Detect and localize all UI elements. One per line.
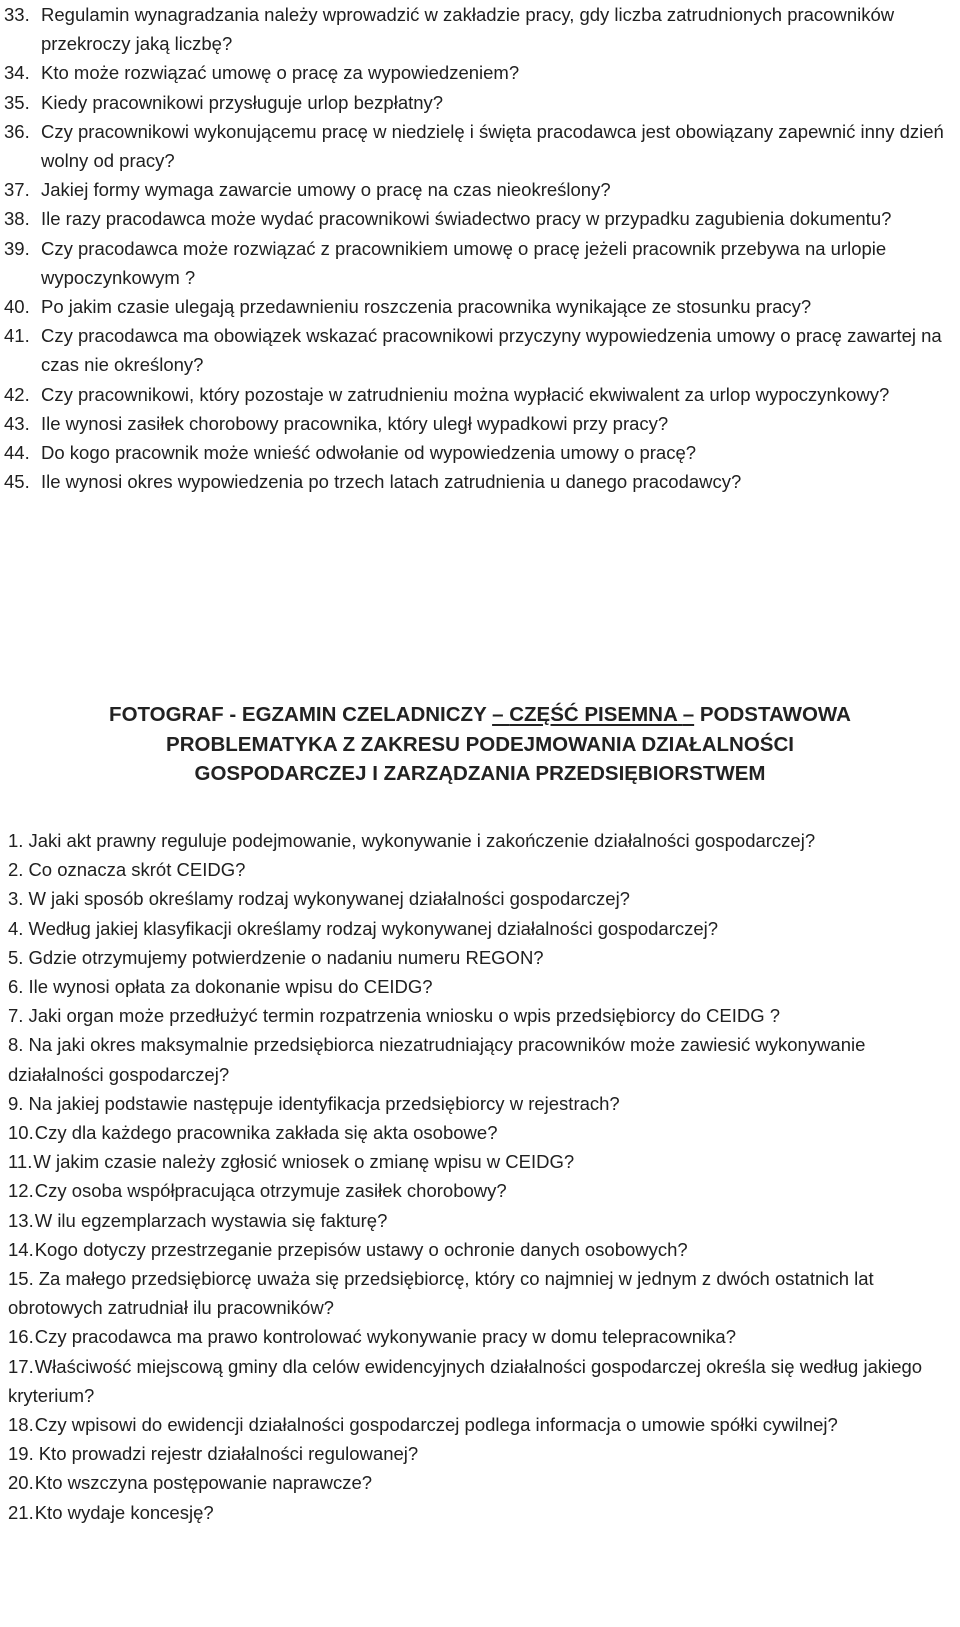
item-number: 6. [8, 976, 24, 998]
item-number: 9. [8, 1092, 24, 1114]
item-text: Na jaki okres maksymalnie przedsiębiorca niezatrudniający pracowników może zawiesić wykonywanie działalności gospodarczej? [8, 1034, 866, 1085]
item-number: 21. [8, 1501, 34, 1523]
labor-law-question-list [0, 0, 960, 496]
list-item [0, 438, 960, 467]
item-number: 36. [4, 120, 30, 142]
item-text: Ile wynosi zasiłek chorobowy pracownika, który uległ wypadkowi przy pracy? [41, 412, 669, 434]
item-number: 7. [8, 1005, 24, 1027]
heading-line-2: PROBLEMATYKA Z ZAKRESU PODEJMOWANIA DZIAŁALNOŚCI [166, 732, 794, 756]
item-number: 20. [8, 1472, 34, 1494]
item-text: Ile razy pracodawca może wydać pracownikowi świadectwo pracy w przypadku zagubienia dokumentu? [41, 208, 892, 230]
item-number: 4. [8, 917, 24, 939]
item-number: 37. [4, 179, 30, 201]
heading-underlined-segment: – CZĘŚĆ PISEMNA – [492, 703, 695, 726]
list-item [0, 855, 960, 884]
item-text: Czy dla każdego pracownika zakłada się akta osobowe? [34, 1122, 498, 1144]
item-text: Czy osoba współpracująca otrzymuje zasiłek chorobowy? [34, 1180, 507, 1202]
list-item [0, 380, 960, 409]
item-number: 17. [8, 1355, 34, 1377]
list-item [0, 1410, 960, 1439]
item-text: Jakiej formy wymaga zawarcie umowy o pracę na czas nieokreślony? [41, 179, 611, 201]
item-number: 13. [8, 1209, 34, 1231]
item-text: W jaki sposób określamy rodzaj wykonywanej działalności gospodarczej? [28, 888, 630, 910]
item-number: 34. [4, 62, 30, 84]
list-item [0, 409, 960, 438]
list-item [0, 321, 960, 379]
list-item [0, 234, 960, 292]
item-text: Ile wynosi okres wypowiedzenia po trzech latach zatrudnienia u danego pracodawcy? [41, 471, 742, 493]
item-text: Kiedy pracownikowi przysługuje urlop bezpłatny? [41, 91, 444, 113]
item-number: 1. [8, 830, 24, 851]
list-item [0, 1322, 960, 1351]
list-item [0, 884, 960, 913]
section-heading [0, 700, 960, 789]
item-text: Według jakiej klasyfikacji określamy rodzaj wykonywanej działalności gospodarczej? [28, 917, 719, 939]
list-item [0, 972, 960, 1001]
list-item [0, 1089, 960, 1118]
item-number: 16. [8, 1326, 34, 1348]
item-text: Ile wynosi opłata za dokonanie wpisu do CEIDG? [28, 976, 433, 998]
list-item [0, 0, 960, 58]
list-item [0, 1468, 960, 1497]
item-number: 43. [4, 412, 30, 434]
list-item [0, 1235, 960, 1264]
list-item [0, 1176, 960, 1205]
item-text: Czy pracodawca może rozwiązać z pracownikiem umowę o pracę jeżeli pracownik przebywa na urlopie wypoczynkowym ? [41, 237, 887, 288]
item-text: Jaki organ może przedłużyć termin rozpatrzenia wniosku o wpis przedsiębiorcy do CEIDG ? [28, 1005, 781, 1027]
item-number: 41. [4, 325, 30, 347]
item-text: Kto prowadzi rejestr działalności regulowanej? [38, 1443, 419, 1465]
item-text: Kogo dotyczy przestrzeganie przepisów ustawy o ochronie danych osobowych? [34, 1238, 688, 1260]
list-item [0, 467, 960, 496]
item-number: 15. [8, 1268, 34, 1290]
item-number: 35. [4, 91, 30, 113]
item-text: Kto wydaje koncesję? [34, 1501, 214, 1523]
item-number: 3. [8, 888, 24, 910]
list-item [0, 1352, 960, 1410]
list-item [0, 1030, 960, 1088]
item-number: 14. [8, 1238, 34, 1260]
item-text: Na jakiej podstawie następuje identyfikacja przedsiębiorcy w rejestrach? [28, 1092, 620, 1114]
item-text: Kto wszczyna postępowanie naprawcze? [34, 1472, 373, 1494]
item-text: Kto może rozwiązać umowę o pracę za wypowiedzeniem? [41, 62, 520, 84]
item-number: 8. [8, 1034, 24, 1056]
heading-line-1: FOTOGRAF - EGZAMIN CZELADNICZY – CZĘŚĆ PISEMNA – PODSTAWOWA [109, 703, 851, 726]
item-number: 40. [4, 296, 30, 318]
list-item [0, 175, 960, 204]
item-text: Za małego przedsiębiorcę uważa się przedsiębiorcę, który co najmniej w jednym z dwóch ostatnich lat obrotowych zatrudniał ilu pracowników? [8, 1268, 874, 1319]
item-text: Czy pracownikowi wykonującemu pracę w niedzielę i święta pracodawca jest obowiązany zapewnić inny dzień wolny od pracy? [41, 120, 944, 172]
heading-line-3: GOSPODARCZEJ I ZARZĄDZANIA PRZEDSIĘBIORSTWEM [194, 762, 766, 785]
list-item [0, 914, 960, 943]
item-number: 44. [4, 442, 30, 464]
list-item [0, 1498, 960, 1527]
list-item [0, 58, 960, 87]
list-item [0, 943, 960, 972]
list-item [0, 1118, 960, 1147]
list-item [0, 292, 960, 321]
item-text: Regulamin wynagradzania należy wprowadzić w zakładzie pracy, gdy liczba zatrudnionych pracowników przekroczy jaką liczbę? [41, 4, 895, 55]
list-item [0, 1206, 960, 1235]
list-item [0, 1001, 960, 1030]
item-number: 5. [8, 946, 24, 968]
item-number: 2. [8, 859, 24, 881]
list-item [0, 88, 960, 117]
list-item [0, 1147, 960, 1176]
item-text: W jakim czasie należy zgłosić wniosek o zmianę wpisu w CEIDG? [33, 1151, 575, 1173]
item-text: Jaki akt prawny reguluje podejmowanie, wykonywanie i zakończenie działalności gospodarczej? [28, 830, 816, 851]
item-text: Gdzie otrzymujemy potwierdzenie o nadaniu numeru REGON? [28, 946, 544, 968]
item-text: Czy wpisowi do ewidencji działalności gospodarczej podlega informacja o umowie spółki cywilnej? [34, 1414, 838, 1436]
item-text: Czy pracodawca ma prawo kontrolować wykonywanie pracy w domu telepracownika? [34, 1326, 736, 1348]
item-number: 39. [4, 237, 30, 259]
list-item [0, 1439, 960, 1468]
list-item [0, 826, 960, 855]
item-number: 45. [4, 471, 30, 493]
item-number: 18. [8, 1414, 34, 1436]
list-item [0, 1264, 960, 1322]
item-number: 10. [8, 1122, 34, 1144]
item-text: Do kogo pracownik może wnieść odwołanie od wypowiedzenia umowy o pracę? [41, 442, 697, 464]
item-text: Po jakim czasie ulegają przedawnieniu roszczenia pracownika wynikające ze stosunku pracy? [41, 296, 812, 318]
business-question-list [0, 826, 960, 1527]
item-number: 42. [4, 383, 30, 405]
list-item [0, 117, 960, 175]
item-text: Co oznacza skrót CEIDG? [28, 859, 246, 881]
item-text: W ilu egzemplarzach wystawia się fakturę? [34, 1209, 388, 1231]
item-text: Czy pracownikowi, który pozostaje w zatrudnieniu można wypłacić ekwiwalent za urlop wypoczynkowy? [41, 383, 890, 405]
item-number: 11. [8, 1151, 33, 1173]
item-number: 33. [4, 4, 30, 25]
item-text: Właściwość miejscową gminy dla celów ewidencyjnych działalności gospodarczej określa się według jakiego kryterium? [8, 1355, 923, 1406]
item-number: 38. [4, 208, 30, 230]
item-number: 12. [8, 1180, 34, 1202]
list-item [0, 204, 960, 233]
item-text: Czy pracodawca ma obowiązek wskazać pracownikowi przyczyny wypowiedzenia umowy o pracę zawartej na czas nie określony? [41, 325, 942, 376]
item-number: 19. [8, 1443, 34, 1465]
